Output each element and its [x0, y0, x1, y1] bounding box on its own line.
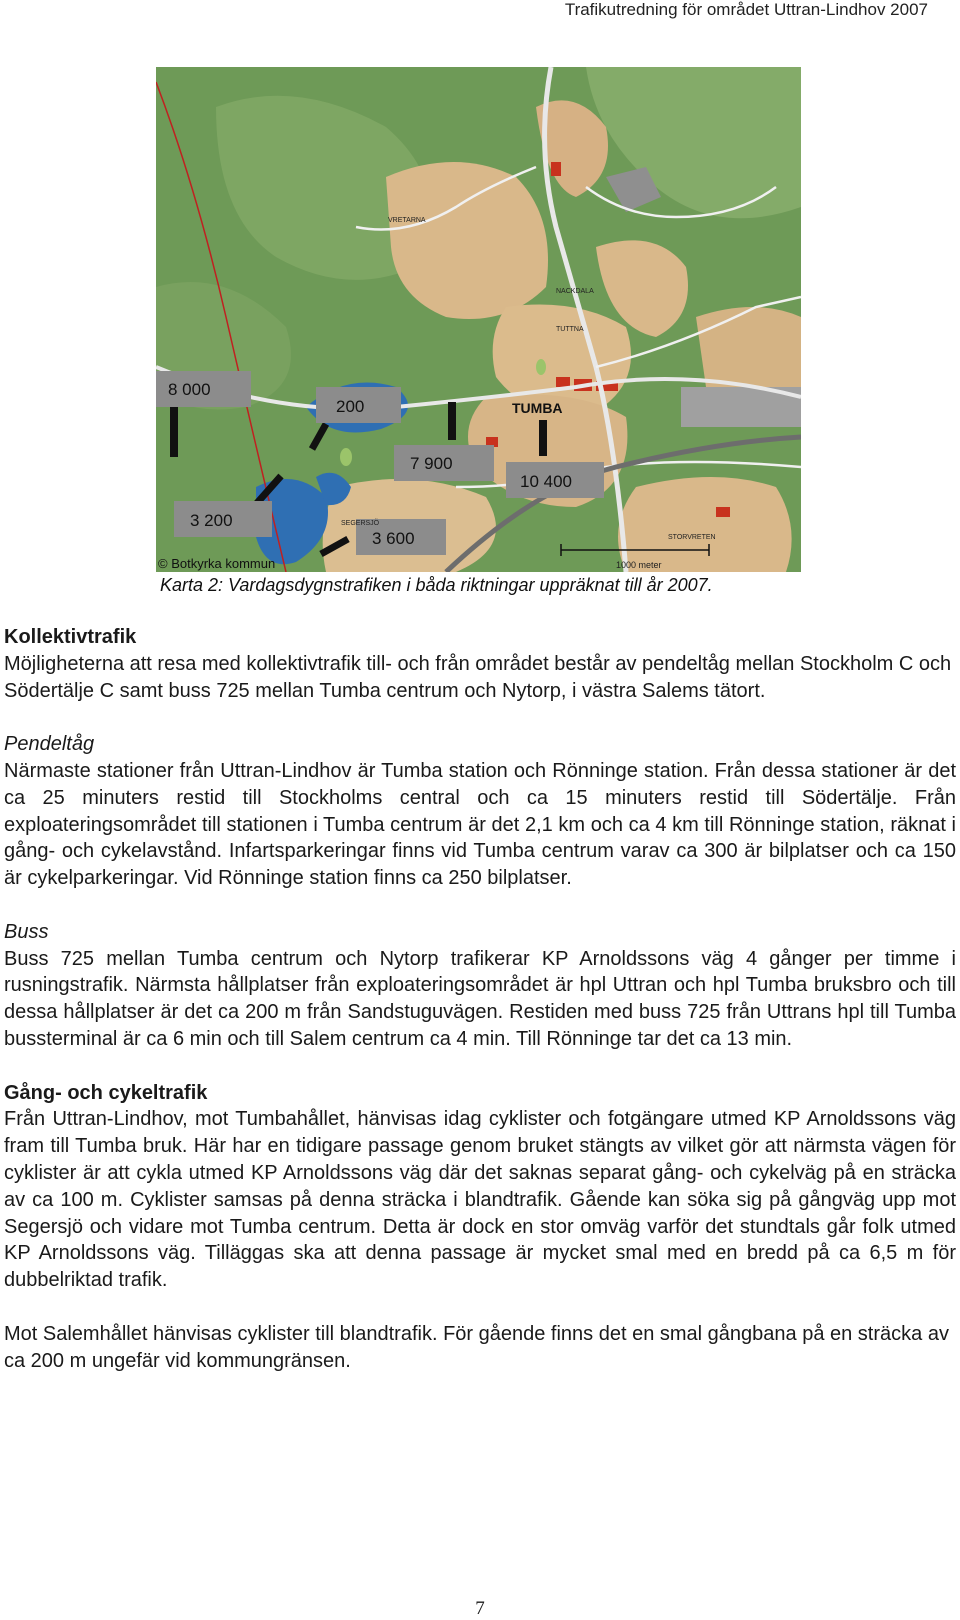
traffic-label: 3 600	[372, 529, 415, 548]
traffic-map	[156, 67, 801, 572]
place-label: NACKDALA	[556, 288, 594, 295]
place-label: TUTTNA	[556, 326, 584, 333]
pond	[536, 359, 546, 375]
place-label: SEGERSJÖ	[341, 520, 380, 527]
public-building	[716, 507, 730, 517]
traffic-label: 8 000	[168, 380, 211, 399]
traffic-label: 3 200	[190, 511, 233, 530]
built-area-storvreten	[618, 477, 792, 572]
traffic-label: 7 900	[410, 454, 453, 473]
public-building	[556, 377, 570, 387]
running-header: Trafikutredning för området Uttran-Lindhov 2007	[564, 0, 928, 19]
pond	[340, 448, 352, 466]
traffic-label: 10 400	[520, 472, 572, 491]
paragraph-salemhallet: Mot Salemhållet hänvisas cyklister till blandtrafik. För gående finns det en smal gångbana på en sträcka av ca 200 m ungefär vid kommungränsen.	[4, 1322, 949, 1372]
paragraph-gang-cykeltrafik: Från Uttran-Lindhov, mot Tumbahållet, hänvisas idag cyklister och fotgängare utmed KP Arnoldssons väg fram till Tumba bruk. Här har en tidigare passage genom bruket stängts av vilket gör att närmsta vägen för cyklister är att cykla utmed KP Arnoldssons väg där det saknas separat gång- och cykelväg på en sträcka av ca 100 m. Cyklister samsas på denna sträcka i blandtrafik. Gående kan söka sig på gångväg upp mot Segersjö och vidare mot Tumba centrum. Detta är dock en stor omväg varför det stundtals går folk utmed KP Arnoldssons väg. Tilläggas ska att denna passage är mycket smal med en bredd på ca 6,5 m för dubbelriktad trafik.	[4, 1108, 956, 1292]
traffic-marker	[170, 402, 178, 457]
scale-label: 1000 meter	[616, 560, 662, 570]
public-building	[551, 162, 561, 176]
place-label: TUMBA	[512, 400, 563, 416]
heading-gang-cykeltrafik: Gång- och cykeltrafik	[4, 1081, 208, 1104]
subheading-buss: Buss	[4, 920, 49, 943]
subheading-pendeltag: Pendeltåg	[4, 733, 95, 756]
paragraph-kollektivtrafik: Möjligheterna att resa med kollektivtrafik till- och från området består av pendeltåg mellan Stockholm C och Södertälje C samt buss 725 mellan Tumba centrum och Nytorp, i västra Salems tätort.	[4, 652, 952, 702]
paragraph-buss: Buss 725 mellan Tumba centrum och Nytorp trafikerar KP Arnoldssons väg 4 gånger per timme i rusningstrafik. Närmsta hållplatser från exploateringsområdet är hpl Uttran och hpl Tumba bruksbro och till dessa hållplatser är det ca 200 m från Sandstuguvägen. Restiden med buss 725 från Uttrans hpl till Tumba bussterminal är ca 6 min och till Salem centrum ca 4 min. Till Rönninge tar det ca 13 min.	[4, 947, 956, 1050]
map-copyright: © Botkyrka kommun	[158, 556, 276, 571]
heading-kollektivtrafik: Kollektivtrafik	[4, 626, 137, 648]
figure-caption: Karta 2: Vardagsdygnstrafiken i båda riktningar uppräknat till år 2007.	[160, 575, 713, 595]
traffic-marker	[539, 420, 547, 456]
document-body	[4, 624, 956, 1374]
traffic-label: 200	[336, 397, 365, 416]
page-number: 7	[475, 1598, 485, 1619]
traffic-marker	[448, 402, 456, 440]
paragraph-pendeltag: Närmaste stationer från Uttran-Lindhov är Tumba station och Rönninge station. Från dessa stationer är det ca 25 minuters restid till Stockholms central och ca 15 minuters restid till Södertälje. Från exploateringsområdet till stationen i Tumba centrum är det 2,1 km och ca 4 km till Rönninge station, räknat i gång- och cykelavstånd. Infartsparkeringar finns vid Tumba centrum varav ca 300 är bilplatser och ca 150 är cykelparkeringar. Vid Rönninge station finns ca 250 bilplatser.	[4, 759, 956, 890]
place-label: VRETARNA	[388, 217, 426, 224]
place-label: STORVRETEN	[668, 534, 716, 541]
